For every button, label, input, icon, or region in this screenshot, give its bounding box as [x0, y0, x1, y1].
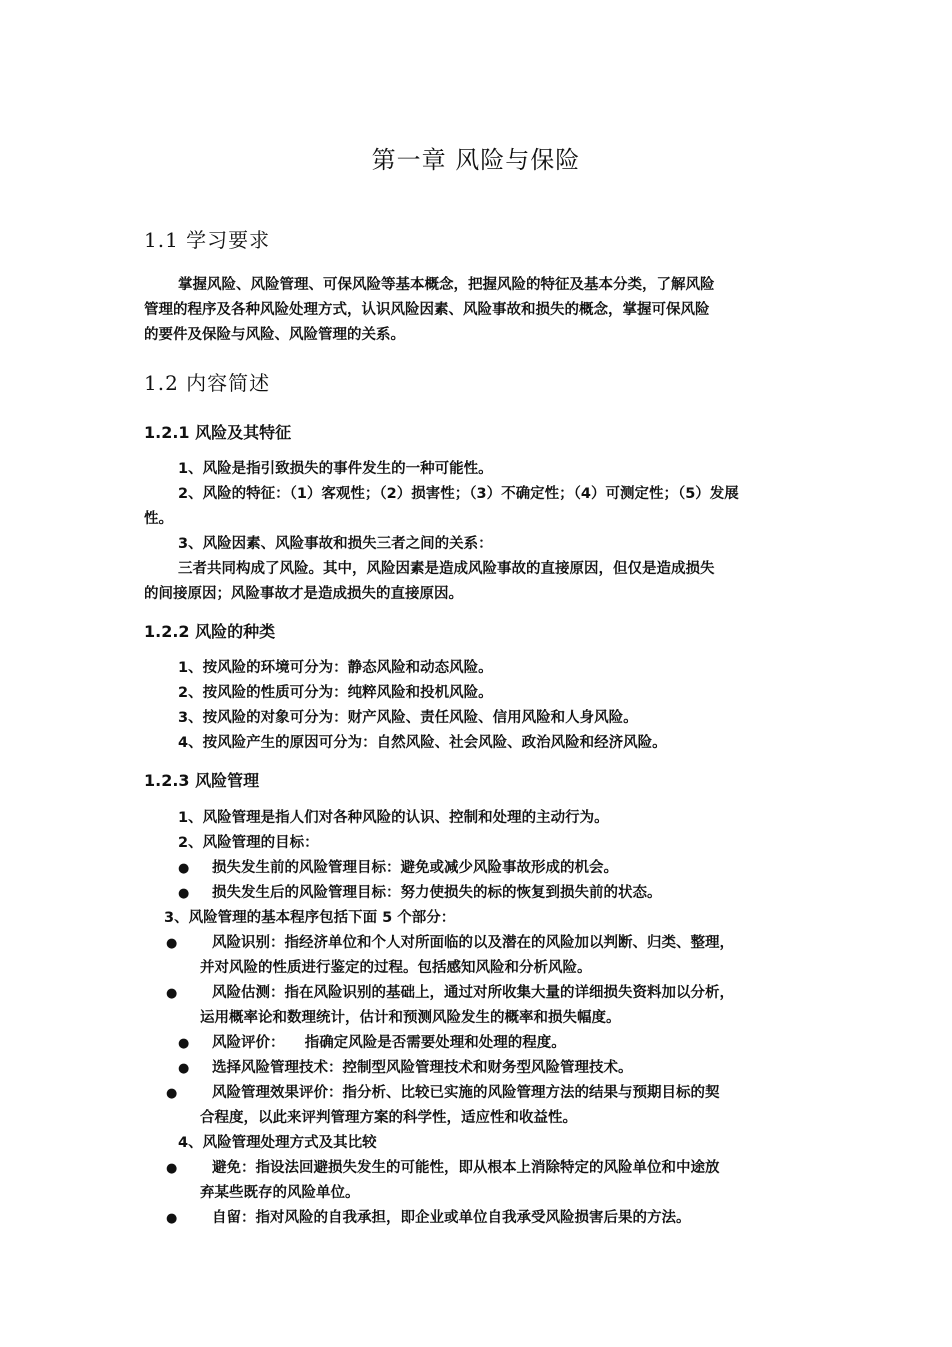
subsection-heading-1-2-1: 1.2.1 风险及其特征	[144, 423, 292, 442]
paragraph-line: 管理的程序及各种风险处理方式，认识风险因素、风险事故和损失的概念，掌握可保风险	[144, 302, 710, 318]
list-item: 避免：指设法回避损失发生的可能性，即从根本上消除特定的风险单位和中途放	[212, 1160, 720, 1176]
bullet-icon: ●	[178, 861, 190, 876]
list-item: 2、风险的特征：（1）客观性；（2）损害性；（3）不确定性；（4）可测定性；（5）发展	[178, 486, 739, 502]
bullet-icon: ●	[178, 886, 190, 901]
list-item-continuation: 并对风险的性质进行鉴定的过程。包括感知风险和分析风险。	[200, 960, 592, 976]
list-item: 4、风险管理处理方式及其比较	[178, 1135, 377, 1151]
list-item: 选择风险管理技术：控制型风险管理技术和财务型风险管理技术。	[212, 1060, 633, 1076]
paragraph-line: 三者共同构成了风险。其中，风险因素是造成风险事故的直接原因，但仅是造成损失	[178, 561, 715, 577]
list-item-continuation: 合程度，以此来评判管理方案的科学性，适应性和收益性。	[200, 1110, 577, 1126]
section-heading-1-2: 1.2 内容简述	[144, 371, 271, 395]
list-item-continuation: 弃某些既存的风险单位。	[200, 1185, 360, 1201]
bullet-icon: ●	[178, 1036, 190, 1051]
subsection-heading-1-2-3: 1.2.3 风险管理	[144, 771, 260, 790]
list-item: 风险管理效果评价：指分析、比较已实施的风险管理方法的结果与预期目标的契	[212, 1085, 720, 1101]
bullet-icon: ●	[166, 936, 178, 951]
list-item: 1、按风险的环境可分为：静态风险和动态风险。	[178, 660, 493, 676]
list-item: 风险识别：指经济单位和个人对所面临的以及潜在的风险加以判断、归类、整理，	[212, 935, 734, 951]
list-item: 3、风险因素、风险事故和损失三者之间的关系：	[178, 536, 493, 552]
paragraph-line: 的要件及保险与风险、风险管理的关系。	[144, 327, 405, 343]
list-item: 风险评价： 指确定风险是否需要处理和处理的程度。	[212, 1035, 566, 1051]
list-item: 自留：指对风险的自我承担，即企业或单位自我承受风险损害后果的方法。	[212, 1210, 691, 1226]
list-item: 1、风险管理是指人们对各种风险的认识、控制和处理的主动行为。	[178, 810, 609, 826]
list-item-continuation: 性。	[144, 511, 173, 527]
paragraph-line: 的间接原因；风险事故才是造成损失的直接原因。	[144, 586, 463, 602]
list-item: 损失发生后的风险管理目标：努力使损失的标的恢复到损失前的状态。	[212, 885, 662, 901]
list-item: 3、风险管理的基本程序包括下面 5 个部分：	[164, 910, 456, 926]
bullet-icon: ●	[166, 1086, 178, 1101]
list-item: 3、按风险的对象可分为：财产风险、责任风险、信用风险和人身风险。	[178, 710, 638, 726]
chapter-title: 第一章 风险与保险	[371, 146, 581, 174]
list-item: 2、风险管理的目标：	[178, 835, 319, 851]
paragraph-line: 掌握风险、风险管理、可保风险等基本概念，把握风险的特征及基本分类，了解风险	[178, 277, 715, 293]
list-item: 2、按风险的性质可分为：纯粹风险和投机风险。	[178, 685, 493, 701]
bullet-icon: ●	[166, 986, 178, 1001]
bullet-icon: ●	[166, 1161, 178, 1176]
bullet-icon: ●	[178, 1061, 190, 1076]
list-item-continuation: 运用概率论和数理统计，估计和预测风险发生的概率和损失幅度。	[200, 1010, 621, 1026]
subsection-heading-1-2-2: 1.2.2 风险的种类	[144, 622, 276, 641]
bullet-icon: ●	[166, 1211, 178, 1226]
list-item: 4、按风险产生的原因可分为：自然风险、社会风险、政治风险和经济风险。	[178, 735, 667, 751]
list-item: 1、风险是指引致损失的事件发生的一种可能性。	[178, 461, 493, 477]
section-heading-1-1: 1.1 学习要求	[144, 228, 271, 252]
list-item: 风险估测：指在风险识别的基础上，通过对所收集大量的详细损失资料加以分析，	[212, 985, 734, 1001]
list-item: 损失发生前的风险管理目标：避免或减少风险事故形成的机会。	[212, 860, 618, 876]
